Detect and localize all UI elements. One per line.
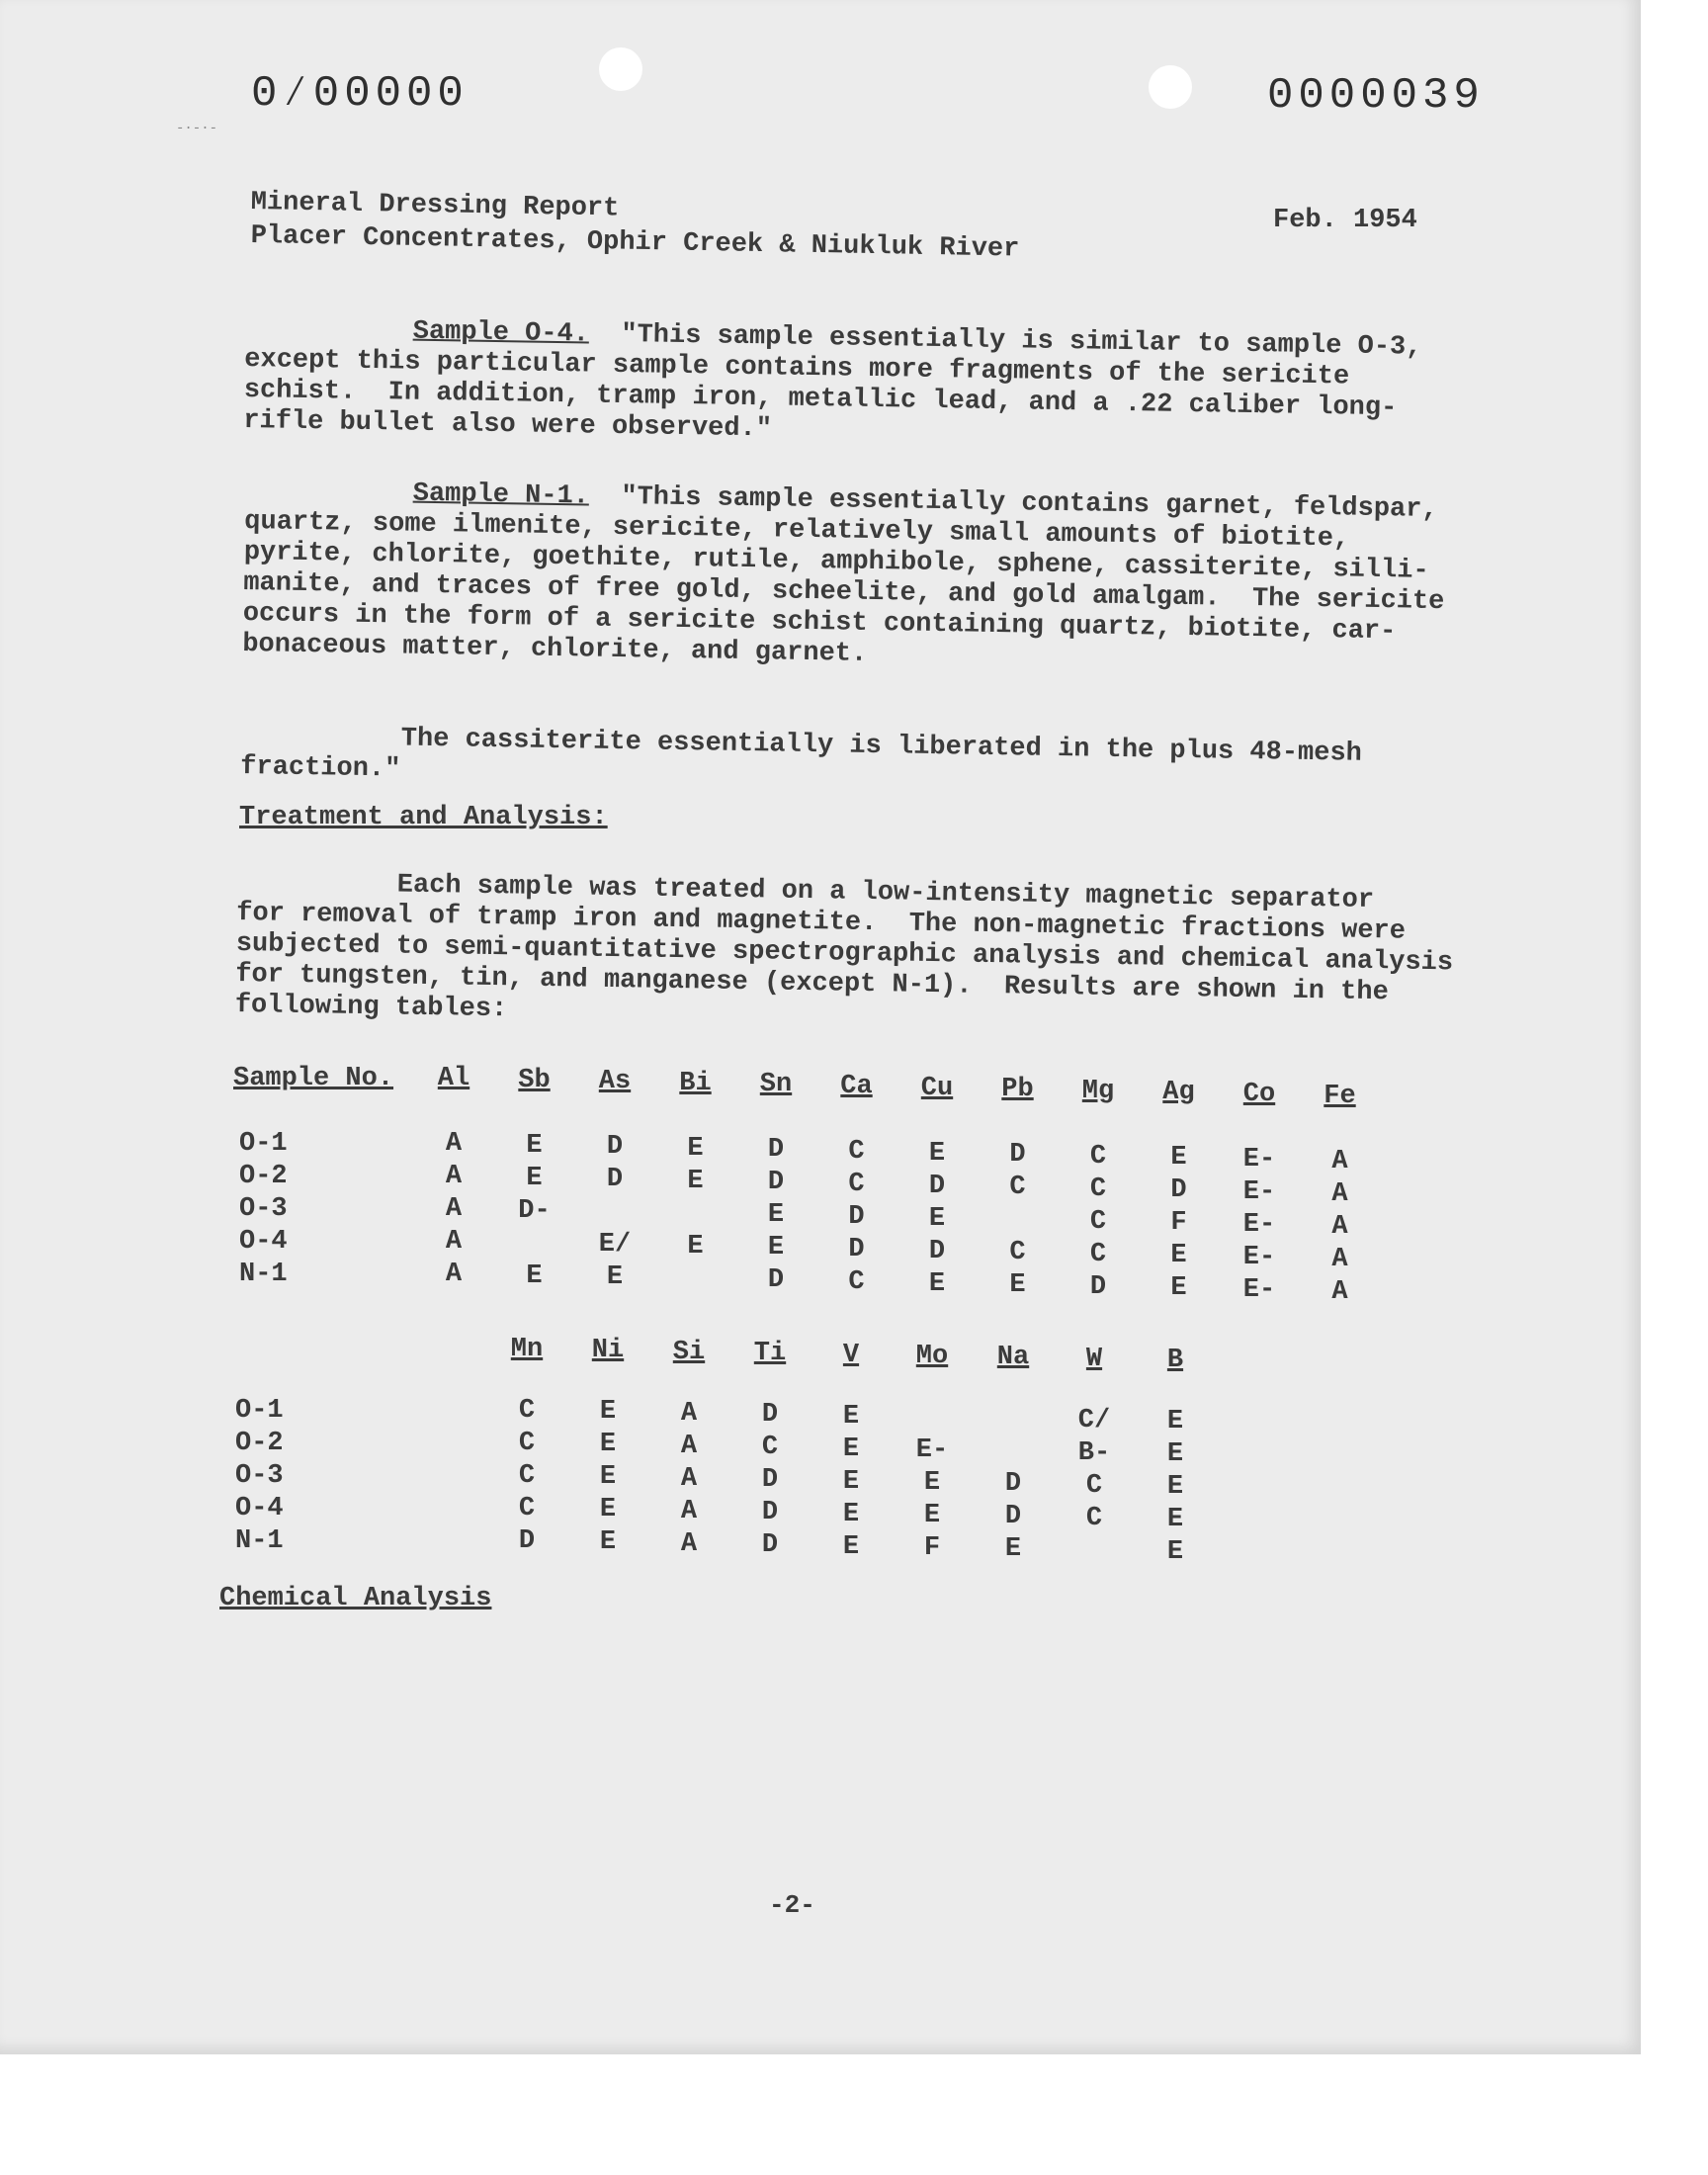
column-header-sb: Sb	[518, 1065, 551, 1095]
row-label: O-4	[239, 1227, 288, 1257]
table-cell: E	[928, 1268, 946, 1299]
table-cell: E	[1166, 1505, 1184, 1535]
table-cell: D	[1004, 1502, 1022, 1532]
column-header-v: V	[842, 1340, 860, 1370]
column-header-na: Na	[996, 1343, 1030, 1373]
row-label: O-1	[239, 1129, 288, 1159]
column-header-mo: Mo	[915, 1342, 949, 1371]
table-cell: E	[1166, 1439, 1184, 1470]
table-cell: A	[1331, 1276, 1348, 1307]
table-cell: C	[1089, 1141, 1107, 1172]
column-header-b: B	[1166, 1346, 1184, 1376]
table-cell: E-	[1242, 1210, 1276, 1240]
table-cell: E	[687, 1231, 704, 1262]
table-cell: A	[445, 1260, 463, 1289]
table-cell: E/	[598, 1230, 632, 1261]
column-header-ti: Ti	[753, 1339, 787, 1369]
table-cell: E-	[1242, 1145, 1276, 1174]
table-cell: C	[1089, 1174, 1107, 1204]
table-cell: E	[923, 1501, 941, 1530]
column-header-fe: Fe	[1324, 1081, 1356, 1111]
row-label: O-2	[235, 1429, 284, 1458]
right-serial-number: 0000039	[1267, 71, 1485, 121]
table-cell: E	[1170, 1241, 1187, 1271]
table-cell: E	[687, 1166, 704, 1196]
table-cell: E	[842, 1499, 860, 1529]
table-cell: D	[767, 1265, 785, 1296]
row-label: O-3	[235, 1461, 284, 1491]
table-cell: C	[518, 1494, 536, 1523]
report-date: Feb. 1954	[1273, 206, 1417, 235]
table-cell: B-	[1077, 1437, 1111, 1468]
table-cell: D	[761, 1465, 779, 1496]
table-cell: A	[1331, 1146, 1348, 1176]
table-cell: A	[680, 1528, 698, 1559]
table-cell: D	[1009, 1140, 1026, 1171]
table-cell: D	[761, 1530, 779, 1561]
table-cell: E-	[1242, 1275, 1276, 1305]
column-header-ag: Ag	[1162, 1078, 1195, 1108]
table-cell: E-	[915, 1436, 949, 1465]
punch-hole	[1149, 65, 1192, 109]
column-header-cu: Cu	[920, 1073, 954, 1103]
table-cell: C	[848, 1170, 865, 1199]
table-cell: E	[1166, 1537, 1184, 1568]
table-cell: C	[848, 1137, 865, 1167]
row-label: N-1	[235, 1526, 284, 1556]
paragraph-sample-o4	[243, 314, 1481, 457]
table-cell: E	[599, 1397, 617, 1428]
table-cell: C	[1089, 1239, 1107, 1269]
table-cell: C	[518, 1396, 536, 1426]
left-serial-number: 0⁄00000	[251, 69, 469, 119]
row-label: O-1	[235, 1396, 284, 1426]
column-header-al: Al	[437, 1064, 470, 1093]
sample-label: Sample O-4.	[412, 316, 590, 350]
table-cell: A	[445, 1129, 463, 1159]
table-cell: A	[1331, 1244, 1348, 1274]
table-cell: E	[923, 1468, 941, 1498]
table-cell: C/	[1077, 1405, 1111, 1436]
table-cell: E	[1004, 1534, 1022, 1565]
table-cell: C	[761, 1433, 779, 1463]
paragraph-cassiterite: The cassiterite essentially is liberated in the plus 48-mesh fraction."	[240, 722, 1363, 785]
table-cell: D	[928, 1236, 946, 1266]
column-header-mg: Mg	[1081, 1076, 1115, 1106]
column-header-si: Si	[672, 1337, 706, 1367]
column-header-ca: Ca	[840, 1072, 873, 1101]
table-cell: D	[518, 1526, 536, 1556]
column-header-as: As	[598, 1067, 632, 1097]
column-header-bi: Bi	[679, 1068, 712, 1098]
row-label: N-1	[239, 1260, 288, 1289]
table-cell: E	[526, 1261, 543, 1291]
table-cell: E	[928, 1203, 946, 1234]
treatment-heading: Treatment and Analysis:	[239, 803, 608, 832]
table-cell: C	[518, 1461, 536, 1491]
table-cell: E	[1166, 1472, 1184, 1503]
row-label: O-3	[239, 1194, 288, 1224]
table-cell: E-	[1242, 1243, 1276, 1272]
table-cell: C	[1009, 1173, 1026, 1203]
table-cell: D	[1089, 1271, 1107, 1302]
table-cell: A	[1331, 1211, 1348, 1242]
sample-label: Sample N-1.	[412, 478, 590, 512]
table-cell: E	[606, 1262, 624, 1293]
table-cell: E	[842, 1434, 860, 1464]
table-cell: E	[767, 1200, 785, 1231]
table-cell: A	[445, 1162, 463, 1191]
table-cell: C	[1009, 1238, 1026, 1268]
column-header-w: W	[1085, 1344, 1103, 1374]
table-cell: D-	[518, 1195, 551, 1226]
table-cell: C	[1085, 1503, 1103, 1533]
table-cell: F	[923, 1533, 941, 1563]
punch-hole	[599, 47, 642, 91]
sample-no-header: Sample No.	[233, 1064, 394, 1093]
chemical-analysis-heading: Chemical Analysis	[219, 1584, 492, 1613]
table-cell: A	[1331, 1178, 1348, 1209]
table-cell: D	[767, 1135, 785, 1166]
table-cell: A	[680, 1463, 698, 1494]
report-title: Mineral Dressing Report	[250, 187, 620, 224]
table-cell: D	[848, 1235, 865, 1264]
column-header-sn: Sn	[759, 1070, 793, 1100]
paragraph-treatment: Each sample was treated on a low-intensity magnetic separator for removal of tramp iron and magnetite. The non-magnetic fractions were subjected to semi-quantitative spectrographic analysis and chemical analysis for tungsten, tin, and manganese (except N-1). Results are shown in the following tables:	[234, 868, 1454, 1025]
column-header-ni: Ni	[591, 1336, 625, 1366]
table-cell: D	[928, 1171, 946, 1201]
table-cell: E	[842, 1531, 860, 1562]
table-cell: C	[518, 1429, 536, 1458]
table-cell: E	[1009, 1270, 1026, 1301]
table-cell: A	[680, 1431, 698, 1461]
table-cell: A	[680, 1398, 698, 1429]
table-cell: D	[1170, 1175, 1187, 1206]
table-cell: D	[761, 1498, 779, 1528]
table-cell: F	[1170, 1208, 1187, 1239]
table-cell: E	[599, 1430, 617, 1460]
table-cell: A	[445, 1227, 463, 1257]
table-cell: E	[1170, 1273, 1187, 1304]
table-cell: C	[1089, 1206, 1107, 1237]
table-cell: E	[599, 1527, 617, 1558]
table-cell: A	[680, 1496, 698, 1526]
table-cell: E	[687, 1133, 704, 1164]
table-cell: E	[842, 1401, 860, 1432]
table-cell: E	[526, 1130, 543, 1161]
row-label: O-4	[235, 1494, 284, 1523]
table-cell: D	[761, 1400, 779, 1431]
table-cell: E	[1170, 1143, 1187, 1174]
table-cell: E	[1166, 1407, 1184, 1437]
table-cell: D	[767, 1168, 785, 1198]
report-subtitle: Placer Concentrates, Ophir Creek & Niukluk River	[250, 220, 1020, 265]
table-cell: A	[445, 1194, 463, 1224]
page-number: -2-	[769, 1890, 815, 1920]
table-cell: C	[1085, 1470, 1103, 1501]
table-cell: E	[599, 1495, 617, 1525]
stray-mark: -·-·-	[176, 121, 218, 136]
table-cell: D	[1004, 1469, 1022, 1500]
row-label: O-2	[239, 1162, 288, 1191]
table-cell: E-	[1242, 1177, 1276, 1207]
paragraph-text: "This sample essentially is similar to sample O-3, except this particular sample contains more fragments of the sericite schist. In addition, tramp iron, metallic lead, and a .22 caliber long- rifle bullet also were observed."	[243, 319, 1422, 445]
table-cell: C	[848, 1267, 865, 1297]
paragraph-text: "This sample essentially contains garnet, feldspar, quartz, some ilmenite, sericite, relatively small amounts of biotite, pyrite, chlorite, goethite, rutile, amphibole, sphene, cassiterite, silli- manite, and traces of free gold, scheelite, and gold amalgam. The sericite occurs in the form of a sericite schist containing quartz, biotite, car- bonaceous matter, chlorite, and garnet.	[242, 481, 1445, 669]
table-cell: E	[526, 1163, 543, 1193]
table-cell: E	[842, 1466, 860, 1497]
column-header-mn: Mn	[510, 1335, 544, 1364]
table-cell: D	[848, 1202, 865, 1232]
table-cell: E	[767, 1233, 785, 1263]
column-header-pb: Pb	[1001, 1075, 1034, 1105]
table-cell: E	[599, 1462, 617, 1493]
table-cell: E	[928, 1138, 946, 1169]
column-header-co: Co	[1242, 1080, 1276, 1109]
table-cell: D	[606, 1165, 624, 1195]
paragraph-sample-n1	[242, 477, 1481, 680]
table-cell: D	[606, 1132, 624, 1163]
